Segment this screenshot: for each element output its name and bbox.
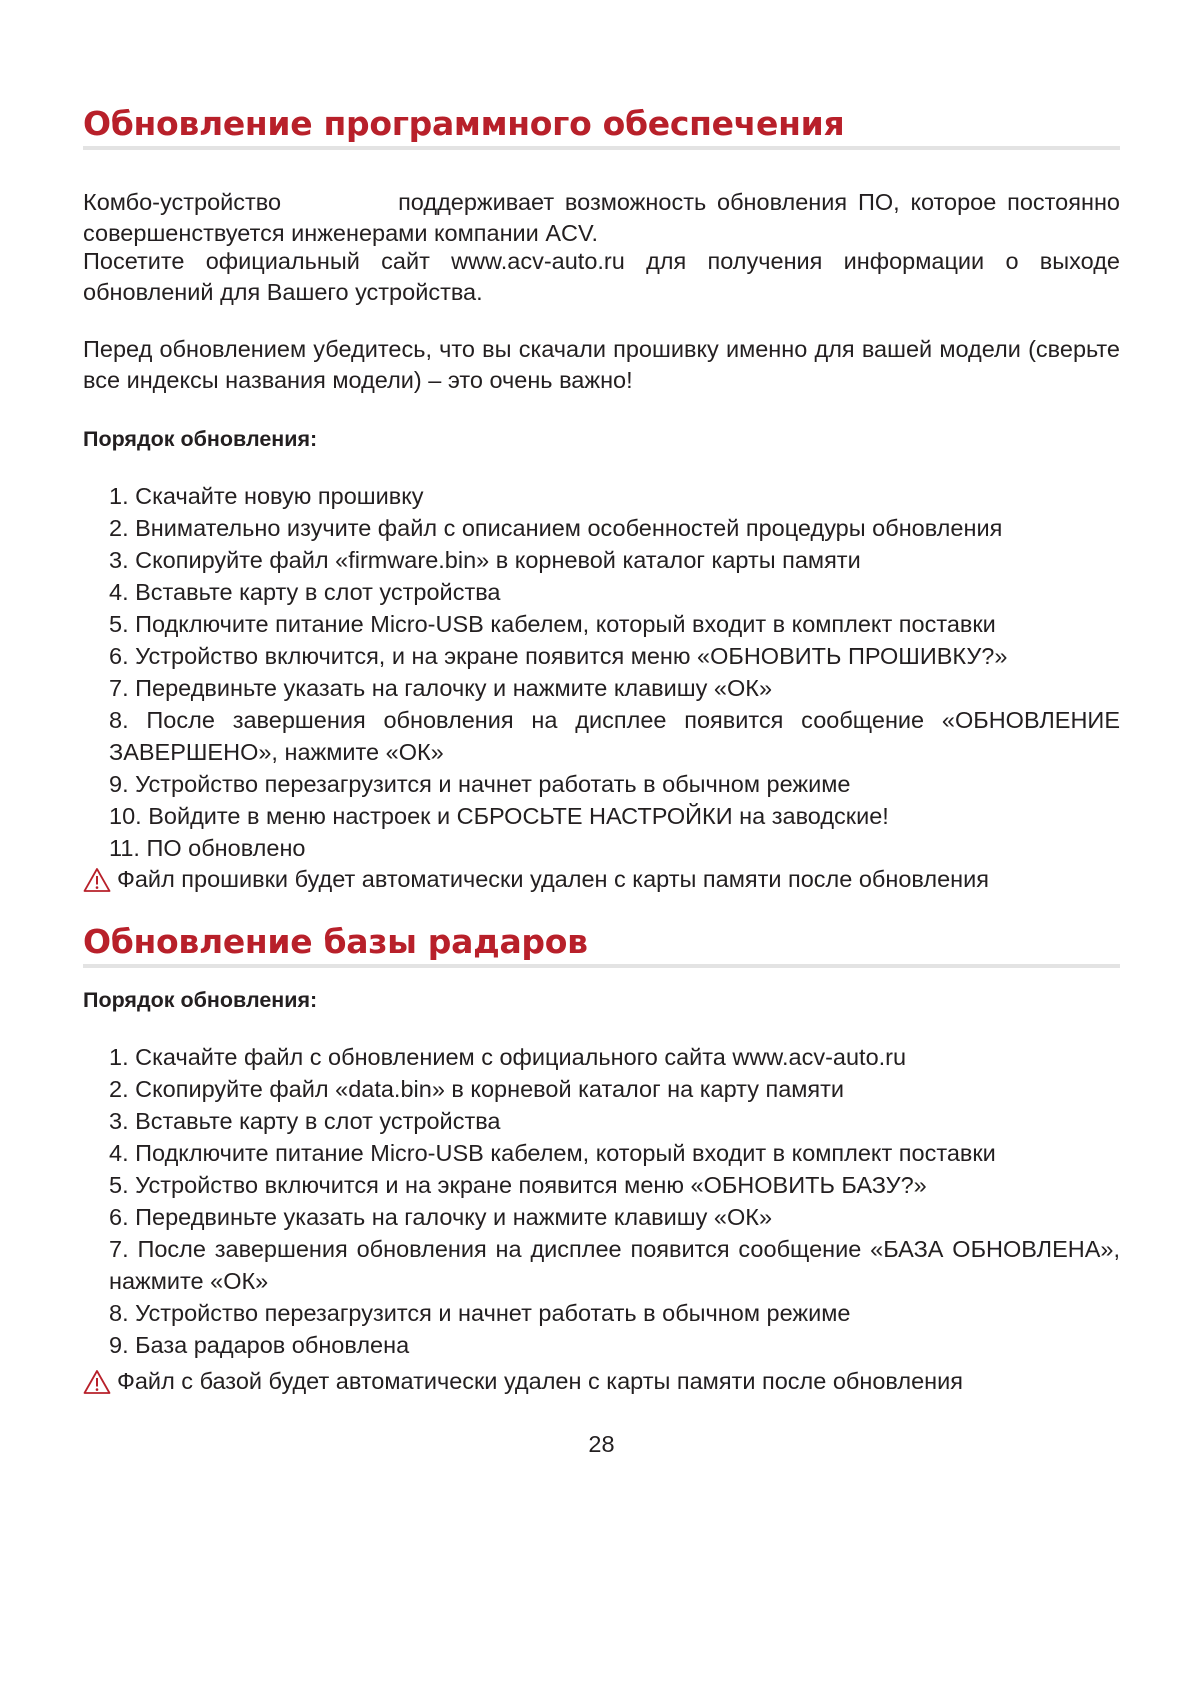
list-item: 3. Вставьте карту в слот устройства xyxy=(109,1108,501,1134)
list-item: 2. Внимательно изучите файл с описанием особенностей процедуры обновления xyxy=(109,515,1003,541)
manual-page xyxy=(83,0,1120,1684)
warning-triangle-icon xyxy=(83,1369,111,1395)
list-item: 9. База радаров обновлена xyxy=(109,1332,410,1358)
list-item: 4. Подключите питание Micro-USB кабелем, который входит в комплект поставки xyxy=(109,1140,996,1166)
list-item: 5. Устройство включится и на экране появится меню «ОБНОВИТЬ БАЗУ?» xyxy=(109,1172,927,1198)
list-item: 8. После завершения обновления на дисплее появится сообщение «ОБНОВЛЕНИЕ ЗАВЕРШЕНО», нажмите «ОК» xyxy=(109,707,1120,765)
list-item: 2. Скопируйте файл «data.bin» в корневой каталог на карту памяти xyxy=(109,1076,845,1102)
warning-paragraph: Перед обновлением убедитесь, что вы скачали прошивку именно для вашей модели (сверьте все индексы названия модели) – это очень важно! xyxy=(83,336,1120,393)
list-item: 5. Подключите питание Micro-USB кабелем, который входит в комплект поставки xyxy=(109,611,996,637)
list-item: 9. Устройство перезагрузится и начнет работать в обычном режиме xyxy=(109,771,851,797)
section-title-radar-db: Обновление базы радаров xyxy=(83,922,588,961)
title-underline xyxy=(83,146,1120,150)
list-item: 6. Передвиньте указать на галочку и нажмите клавишу «ОК» xyxy=(109,1204,773,1230)
list-item: 1. Скачайте файл с обновлением с официального сайта www.acv-auto.ru xyxy=(109,1044,907,1070)
radar-steps-list xyxy=(83,1041,1120,1361)
intro-paragraph-2: Посетите официальный сайт www.acv-auto.ru для получения информации о выходе обновлений для Вашего устройства. xyxy=(83,248,1120,305)
list-item: 3. Скопируйте файл «firmware.bin» в корневой каталог карты памяти xyxy=(109,547,861,573)
radar-warning-text: Файл с базой будет автоматически удален с карты памяти после обновления xyxy=(117,1368,963,1394)
list-item: 11. ПО обновлено xyxy=(109,835,306,861)
list-item: 6. Устройство включится, и на экране появится меню «ОБНОВИТЬ ПРОШИВКУ?» xyxy=(109,643,1008,669)
list-item: 8. Устройство перезагрузится и начнет работать в обычном режиме xyxy=(109,1300,851,1326)
section-title-firmware: Обновление программного обеспечения xyxy=(83,104,845,143)
list-item: 1. Скачайте новую прошивку xyxy=(109,483,424,509)
list-item: 7. Передвиньте указать на галочку и нажмите клавишу «ОК» xyxy=(109,675,773,701)
warning-triangle-icon xyxy=(83,867,111,893)
intro-text-rest: поддерживает возможность обновления ПО, которое постоянно совершенствуется инженерами компании ACV. xyxy=(83,189,1120,246)
list-item: 7. После завершения обновления на дисплее появится сообщение «БАЗА ОБНОВЛЕНА», нажмите «ОК» xyxy=(109,1236,1120,1294)
page-number: 28 xyxy=(588,1431,615,1457)
update-order-heading: Порядок обновления: xyxy=(83,427,318,451)
list-item: 4. Вставьте карту в слот устройства xyxy=(109,579,501,605)
update-order-heading: Порядок обновления: xyxy=(83,988,318,1012)
title-underline xyxy=(83,964,1120,968)
list-item: 10. Войдите в меню настроек и СБРОСЬТЕ НАСТРОЙКИ на заводские! xyxy=(109,803,889,829)
firmware-warning-text: Файл прошивки будет автоматически удален с карты памяти после обновления xyxy=(117,866,989,892)
intro-paragraph-1 xyxy=(83,187,1120,249)
intro-text-start: Комбо-устройство xyxy=(83,189,282,215)
firmware-steps-list xyxy=(83,480,1120,864)
radar-warning-note xyxy=(83,1366,963,1397)
firmware-warning-note xyxy=(83,864,989,895)
